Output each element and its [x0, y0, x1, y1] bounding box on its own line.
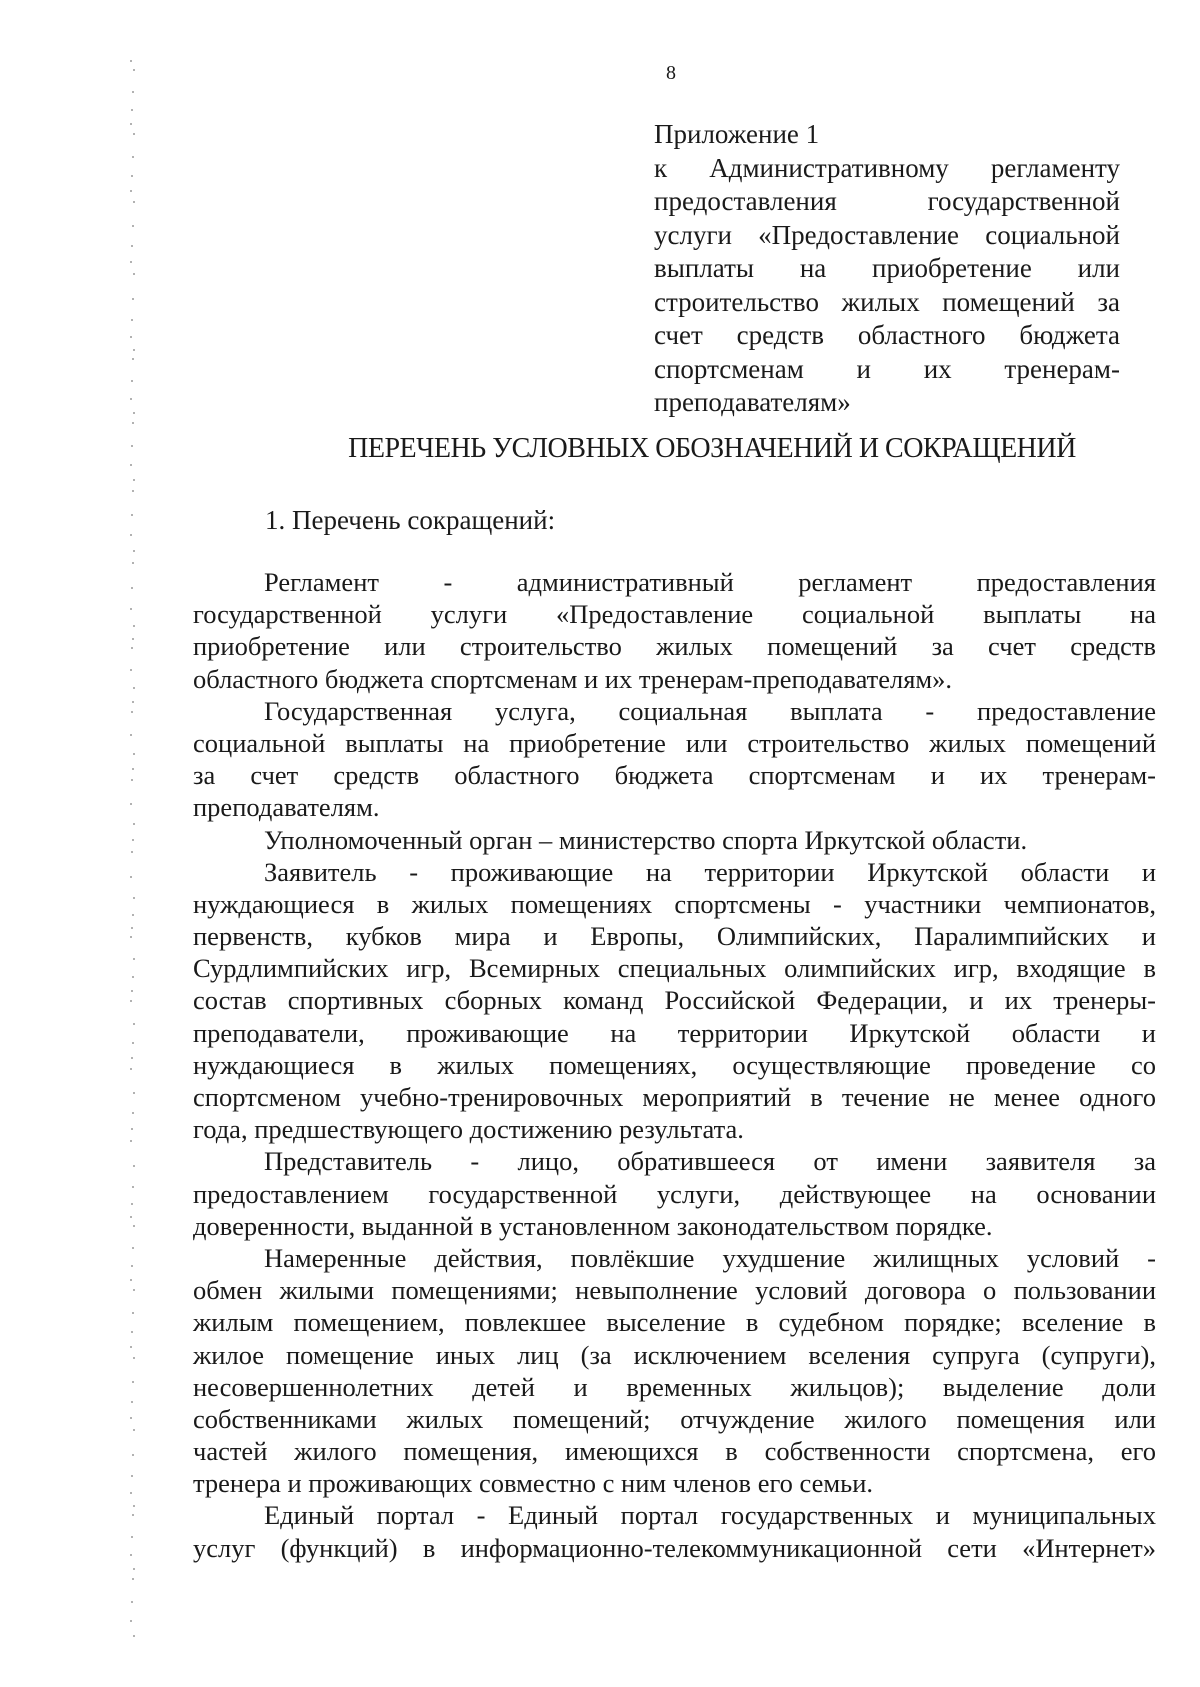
scan-dot	[132, 1112, 134, 1114]
scan-dot	[131, 927, 133, 929]
paragraph-representative	[193, 1145, 1156, 1242]
scan-dot	[133, 201, 135, 203]
scan-dot	[131, 1057, 133, 1059]
scan-dot	[132, 358, 134, 360]
scan-dot	[132, 1578, 134, 1580]
scan-dot	[130, 1417, 132, 1419]
scan-dot	[132, 701, 134, 703]
text-line: Регламент - административный регламент предоставления	[264, 567, 1156, 597]
scan-dot	[130, 876, 132, 878]
text-line: преподаватели, проживающие на территории Иркутской области и	[193, 1017, 1156, 1048]
scan-dot	[132, 1514, 134, 1516]
scan-dot	[131, 514, 133, 516]
scan-dot	[131, 587, 133, 589]
scan-dot	[133, 687, 135, 689]
scan-dot	[132, 638, 134, 640]
scan-dot	[130, 1492, 132, 1494]
scan-dot	[130, 608, 132, 610]
scan-dot	[133, 1429, 135, 1431]
text-line: Сурдлимпийских игр, Всемирных специальных олимпийских игр, входящие в	[193, 953, 1156, 984]
scan-dot	[131, 1601, 133, 1603]
text-line: года, предшествующего достижению результата.	[193, 1114, 744, 1145]
text-line: преподавателям.	[193, 792, 380, 823]
scan-dot	[130, 123, 132, 125]
appendix-line: Приложение 1	[654, 119, 820, 149]
scan-dot	[133, 1635, 135, 1637]
text-line: жилым помещением, повлекшее выселение в судебном порядке; вселение в	[193, 1307, 1156, 1338]
scan-dot	[133, 479, 135, 481]
scan-dot	[133, 1505, 135, 1507]
paragraph-applicant	[193, 856, 1156, 1146]
text-line: областного бюджета спортсменам и их тренерам-преподавателям».	[193, 663, 953, 694]
appendix-line: преподавателям»	[654, 387, 851, 417]
scan-dot	[133, 625, 135, 627]
scan-dot	[133, 412, 135, 414]
scan-dot	[132, 914, 134, 916]
paragraph-unified-portal	[193, 1499, 1156, 1563]
appendix-line: спортсменам и их тренерам-	[654, 353, 1120, 384]
text-line: услуг (функций) в информационно-телекоммуникационной сети «Интернет»	[193, 1532, 1156, 1563]
text-line: нуждающиеся в жилых помещениях спортсмены - участники чемпионатов,	[193, 888, 1156, 919]
text-line: за счет средств областного бюджета спортсменам и их тренерам-	[193, 760, 1156, 791]
scan-dot	[132, 768, 134, 770]
text-line: состав спортивных сборных команд Российской Федерации, и их тренеры-	[193, 985, 1156, 1016]
scan-dot	[133, 1357, 135, 1359]
text-line: Представитель - лицо, обратившееся от имени заявителя за	[264, 1146, 1156, 1177]
text-line: Единый портал - Единый портал государственных и муниципальных	[264, 1500, 1156, 1531]
scan-dot	[131, 1203, 133, 1205]
scan-dot	[132, 490, 134, 492]
scan-dot	[131, 779, 133, 781]
scan-dot	[131, 109, 133, 111]
text-line: предоставлением государственной услуги, действующее на основании	[193, 1178, 1156, 1209]
appendix-line: выплаты на приобретение или	[654, 253, 1120, 283]
scan-dot	[130, 1216, 132, 1218]
scan-dot	[130, 1279, 132, 1281]
scan-dot	[131, 1331, 133, 1333]
scan-dot	[131, 175, 133, 177]
text-line: частей жилого помещения, имеющихся в собственности спортсмена, его	[193, 1436, 1156, 1467]
scan-dot	[132, 1312, 134, 1314]
scan-dot	[130, 1620, 132, 1622]
scan-dot	[130, 936, 132, 938]
scan-dot	[133, 550, 135, 552]
scan-dot	[132, 839, 134, 841]
scan-dot	[132, 91, 134, 93]
text-line: Государственная услуга, социальная выплата - предоставление	[264, 695, 1156, 726]
scan-dot	[130, 398, 132, 400]
document-title: ПЕРЕЧЕНЬ УСЛОВНЫХ ОБОЗНАЧЕНИЙ И СОКРАЩЕНИЙ	[348, 433, 1076, 464]
appendix-line: строительство жилых помещений за	[654, 286, 1120, 317]
text-line: собственниками жилых помещений; отчуждение жилого помещения или	[193, 1403, 1156, 1434]
scan-dot	[133, 1568, 135, 1570]
paragraph-state-service	[193, 695, 1156, 824]
scan-dot	[131, 319, 133, 321]
appendix-line: услуги «Предоставление социальной	[654, 219, 1120, 250]
scan-dot	[130, 534, 132, 536]
scan-dot	[131, 711, 133, 713]
scan-dot	[133, 349, 135, 351]
scan-dot	[130, 803, 132, 805]
scan-dot	[133, 1023, 135, 1025]
appendix-line: предоставления государственной	[654, 186, 1120, 216]
appendix-line: к Административному регламенту	[654, 152, 1120, 183]
scan-dot	[131, 1265, 133, 1267]
scan-edge-marks	[130, 60, 140, 1660]
text-line: Намеренные действия, повлёкшие ухудшение жилищных условий -	[264, 1242, 1156, 1273]
text-line: нуждающиеся в жилых помещениях, осуществляющие проведение со	[193, 1049, 1156, 1080]
scan-dot	[131, 1128, 133, 1130]
scan-dot	[132, 976, 134, 978]
scan-dot	[131, 245, 133, 247]
scan-dot	[130, 336, 132, 338]
text-line: спортсменом учебно-тренировочных мероприятий в течение не менее одного	[193, 1082, 1156, 1112]
paragraph-intentional-actions	[193, 1242, 1156, 1500]
scan-dot	[132, 1186, 134, 1188]
scan-dot	[130, 1346, 132, 1348]
text-line: Заявитель - проживающие на территории Иркутской области и	[264, 856, 1156, 887]
text-line: обмен жилыми помещениями; невыполнение условий договора о пользовании	[193, 1275, 1156, 1306]
scan-dot	[132, 1042, 134, 1044]
scan-dot	[130, 669, 132, 671]
scan-dot	[131, 1475, 133, 1477]
scan-dot	[133, 1225, 135, 1227]
text-line: социальной выплаты на приобретение или строительство жилых помещений	[193, 727, 1156, 758]
scan-dot	[131, 990, 133, 992]
text-line: государственной услуги «Предоставление социальной выплаты на	[193, 599, 1156, 630]
scan-dot	[133, 1289, 135, 1291]
scan-dot	[133, 1165, 135, 1167]
scan-dot	[130, 1000, 132, 1002]
scan-dot	[133, 1092, 135, 1094]
scan-dot	[130, 261, 132, 263]
text-line: тренера и проживающих совместно с ним членов его семьи.	[193, 1468, 874, 1499]
text-line: доверенности, выданной в установленном законодательством порядке.	[193, 1210, 993, 1241]
body-text	[193, 566, 1156, 1564]
scan-dot	[131, 647, 133, 649]
appendix-header	[654, 118, 1120, 420]
scan-dot	[130, 734, 132, 736]
scan-dot	[132, 1247, 134, 1249]
scan-dot	[132, 422, 134, 424]
scan-dot	[133, 958, 135, 960]
scan-dot	[131, 1401, 133, 1403]
scan-dot	[130, 190, 132, 192]
scan-dot	[132, 1381, 134, 1383]
scan-dot	[133, 273, 135, 275]
scan-dot	[132, 1454, 134, 1456]
scan-dot	[133, 753, 135, 755]
scan-dot	[132, 156, 134, 158]
scan-dot	[133, 897, 135, 899]
scan-dot	[130, 1554, 132, 1556]
scan-dot	[131, 851, 133, 853]
scan-dot	[132, 562, 134, 564]
scan-dot	[131, 1536, 133, 1538]
page-number: 8	[666, 62, 676, 84]
scan-dot	[133, 133, 135, 135]
scan-dot	[130, 1140, 132, 1142]
scan-dot	[132, 298, 134, 300]
scan-dot	[133, 823, 135, 825]
text-line: несовершеннолетних детей и временных жильцов); выделение доли	[193, 1371, 1156, 1402]
appendix-line: счет средств областного бюджета	[654, 320, 1120, 350]
section-heading: 1. Перечень сокращений:	[265, 505, 556, 535]
text-line: приобретение или строительство жилых помещений за счет средств	[193, 631, 1156, 662]
text-line: первенств, кубков мира и Европы, Олимпийских, Паралимпийских и	[193, 921, 1156, 952]
scan-dot	[130, 1068, 132, 1070]
text-line: Уполномоченный орган – министерство спорта Иркутской области.	[264, 824, 1028, 855]
paragraph-regulation	[193, 566, 1156, 695]
text-line: жилое помещение иных лиц (за исключением вселения супруга (супруги),	[193, 1339, 1156, 1370]
paragraph-authorized-body	[193, 824, 1156, 856]
scan-dot	[132, 225, 134, 227]
scan-dot	[131, 380, 133, 382]
